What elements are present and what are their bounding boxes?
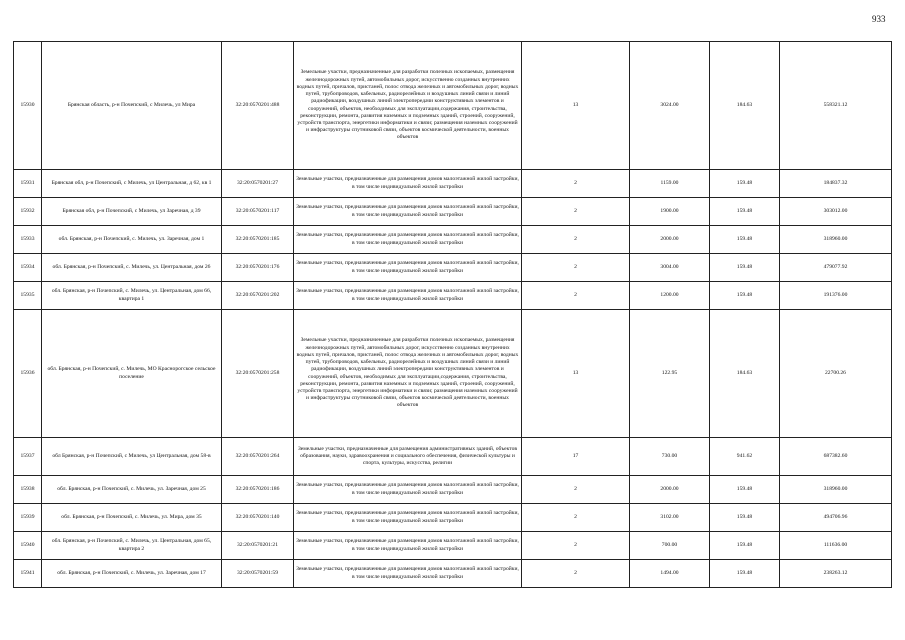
address-cell: Брянская обл, р-н Почепский, с Милечь, ул Центральная, д 62, кв 1 (42, 170, 222, 198)
cadastral-number-cell: 32:20:0570201:27 (222, 170, 294, 198)
rate-cell: 159.48 (710, 504, 780, 532)
land-use-cell: Земельные участки, предназначенные для размещения домов малоэтажной жилой застройки, в том числе индивидуальной жилой застройки (294, 476, 522, 504)
area-cell: 1900.00 (630, 198, 710, 226)
table-row (14, 170, 892, 198)
table-row (14, 226, 892, 254)
cadastral-value-cell: 318960.00 (780, 476, 892, 504)
address-cell: Брянская обл, р-н Почепский, с Милечь, ул Заречная, д 39 (42, 198, 222, 226)
land-use-cell: Земельные участки, предназначенные для размещения домов малоэтажной жилой застройки, в том числе индивидуальной жилой застройки (294, 170, 522, 198)
address-cell: Брянская область, р-н Почепский, с Милечь, ул Мира (42, 42, 222, 170)
cadastral-number-cell: 32:20:0570201:185 (222, 226, 294, 254)
use-code-cell: 17 (522, 438, 630, 476)
rate-cell: 159.48 (710, 532, 780, 560)
area-cell: 700.00 (630, 532, 710, 560)
cadastral-value-cell: 111636.00 (780, 532, 892, 560)
address-cell: обл. Брянская, р-н Почепский, с. Милечь, ул. Заречная, дом 25 (42, 476, 222, 504)
table-row (14, 504, 892, 532)
row-id-cell: 15940 (14, 532, 42, 560)
row-id-cell: 15941 (14, 560, 42, 588)
use-code-cell: 2 (522, 198, 630, 226)
table-row (14, 42, 892, 170)
address-cell: обл. Брянская, р-н Почепский, с. Милечь, ул. Центральная, дом 26 (42, 254, 222, 282)
row-id-cell: 15933 (14, 226, 42, 254)
rate-cell: 159.48 (710, 476, 780, 504)
area-cell: 730.00 (630, 438, 710, 476)
address-cell: обл. Брянская, р-н Почепский, с. Милечь, МО Краснорогское сельское поселение (42, 310, 222, 438)
row-id-cell: 15935 (14, 282, 42, 310)
rate-cell: 941.62 (710, 438, 780, 476)
page-number: 933 (872, 14, 886, 24)
land-use-cell: Земельные участки, предназначенные для размещения домов малоэтажной жилой застройки, в том числе индивидуальной жилой застройки (294, 254, 522, 282)
table-row (14, 560, 892, 588)
row-id-cell: 15932 (14, 198, 42, 226)
land-use-cell: Земельные участки, предназначенные для размещения домов малоэтажной жилой застройки, в том числе индивидуальной жилой застройки (294, 560, 522, 588)
land-use-cell: Земельные участки, предназначенные для размещения домов малоэтажной жилой застройки, в том числе индивидуальной жилой застройки (294, 282, 522, 310)
area-cell: 2000.00 (630, 226, 710, 254)
land-use-cell: Земельные участки, предназначенные для разработки полезных ископаемых, размещения железнодорожных путей, автомобильных дорог, искусственно созданных внутренних водных путей, причалов, пристаней, полос отвода железных и автомобильных дорог, водных путей, трубопроводов, кабельных, радиорелейных и воздушных линий связи и линий радиофикации, воздушных линий электропередачи конструктивных элементов и сооружений, объектов, необходимых для эксплуатации,содержания, строительства, реконструкции, ремонта, развития наземных и подземных зданий, строений, сооружений, устройств транспорта, энергетики информатики и связи; размещения наземных сооружений и инфраструктуры спутниковой связи, объектов космической деятельности, военных объектов (294, 42, 522, 170)
area-cell: 3024.00 (630, 42, 710, 170)
row-id-cell: 15930 (14, 42, 42, 170)
row-id-cell: 15936 (14, 310, 42, 438)
land-use-cell: Земельные участки, предназначенные для размещения домов малоэтажной жилой застройки, в том числе индивидуальной жилой застройки (294, 532, 522, 560)
use-code-cell: 2 (522, 226, 630, 254)
use-code-cell: 2 (522, 560, 630, 588)
rate-cell: 159.48 (710, 282, 780, 310)
use-code-cell: 13 (522, 310, 630, 438)
table-row (14, 198, 892, 226)
cadastral-number-cell: 32:20:0570201:202 (222, 282, 294, 310)
area-cell: 1159.00 (630, 170, 710, 198)
address-cell: обл. Брянская, р-н Почепский, с. Милечь, ул. Центральная, дом 65, квартира 2 (42, 532, 222, 560)
use-code-cell: 2 (522, 532, 630, 560)
cadastral-number-cell: 32:20:0570201:117 (222, 198, 294, 226)
table-row (14, 254, 892, 282)
cadastral-value-cell: 22700.26 (780, 310, 892, 438)
cadastral-value-cell: 303012.00 (780, 198, 892, 226)
area-cell: 3102.00 (630, 504, 710, 532)
land-use-cell: Земельные участки, предназначенные для размещения домов малоэтажной жилой застройки, в том числе индивидуальной жилой застройки (294, 226, 522, 254)
row-id-cell: 15939 (14, 504, 42, 532)
cadastral-value-cell: 494706.96 (780, 504, 892, 532)
rate-cell: 184.63 (710, 310, 780, 438)
cadastral-number-cell: 32:20:0570201:21 (222, 532, 294, 560)
land-use-cell: Земельные участки, предназначенные для размещения административных зданий, объектов образования, науки, здравоохранения и социального обеспечения, физической культуры и спорта, культуры, искусства, религии (294, 438, 522, 476)
area-cell: 122.95 (630, 310, 710, 438)
land-register-table (13, 41, 892, 588)
use-code-cell: 13 (522, 42, 630, 170)
cadastral-value-cell: 318960.00 (780, 226, 892, 254)
land-use-cell: Земельные участки, предназначенные для размещения домов малоэтажной жилой застройки, в том числе индивидуальной жилой застройки (294, 198, 522, 226)
rate-cell: 159.48 (710, 226, 780, 254)
table-row (14, 282, 892, 310)
address-cell: обл. Брянская, р-н Почепский, с. Милечь, ул. Заречная, дом 1 (42, 226, 222, 254)
table-body (14, 42, 892, 588)
use-code-cell: 2 (522, 476, 630, 504)
cadastral-number-cell: 32:20:0570201:140 (222, 504, 294, 532)
table-row (14, 532, 892, 560)
rate-cell: 159.48 (710, 170, 780, 198)
table-row (14, 438, 892, 476)
cadastral-number-cell: 32:20:0570201:176 (222, 254, 294, 282)
land-use-cell: Земельные участки, предназначенные для разработки полезных ископаемых, размещения железнодорожных путей, автомобильных дорог, искусственно созданных внутренних водных путей, причалов, пристаней, полос отвода железных и автомобильных дорог, водных путей, трубопроводов, кабельных, радиорелейных и воздушных линий связи и линий радиофикации, воздушных линий электропередачи конструктивных элементов и сооружений, объектов, необходимых для эксплуатации,содержания, строительства, реконструкции, ремонта, развития наземных и подземных зданий, строений, сооружений, устройств транспорта, энергетики информатики и связи; размещения наземных сооружений и инфраструктуры спутниковой связи, объектов космической деятельности, военных объектов (294, 310, 522, 438)
land-use-cell: Земельные участки, предназначенные для размещения домов малоэтажной жилой застройки, в том числе индивидуальной жилой застройки (294, 504, 522, 532)
rate-cell: 184.63 (710, 42, 780, 170)
address-cell: обл. Брянская, р-н Почепский, с. Милечь, ул. Центральная, дом 66, квартира 1 (42, 282, 222, 310)
cadastral-number-cell: 32:20:0570201:488 (222, 42, 294, 170)
cadastral-value-cell: 558321.12 (780, 42, 892, 170)
row-id-cell: 15938 (14, 476, 42, 504)
area-cell: 3004.00 (630, 254, 710, 282)
address-cell: обл Брянская, р-н Почепский, с Милечь, ул Центральная, дом 58-в (42, 438, 222, 476)
use-code-cell: 2 (522, 254, 630, 282)
rate-cell: 159.48 (710, 198, 780, 226)
area-cell: 1200.00 (630, 282, 710, 310)
use-code-cell: 2 (522, 282, 630, 310)
cadastral-number-cell: 32:20:0570201:59 (222, 560, 294, 588)
table-row (14, 476, 892, 504)
cadastral-value-cell: 184837.32 (780, 170, 892, 198)
row-id-cell: 15934 (14, 254, 42, 282)
use-code-cell: 2 (522, 170, 630, 198)
row-id-cell: 15931 (14, 170, 42, 198)
row-id-cell: 15937 (14, 438, 42, 476)
cadastral-number-cell: 32:20:0570201:186 (222, 476, 294, 504)
area-cell: 1494.00 (630, 560, 710, 588)
cadastral-number-cell: 32:20:0570201:264 (222, 438, 294, 476)
cadastral-value-cell: 479077.92 (780, 254, 892, 282)
area-cell: 2000.00 (630, 476, 710, 504)
use-code-cell: 2 (522, 504, 630, 532)
cadastral-value-cell: 238263.12 (780, 560, 892, 588)
address-cell: обл. Брянская, р-н Почепский, с. Милечь, ул. Мира, дом 35 (42, 504, 222, 532)
cadastral-value-cell: 687382.60 (780, 438, 892, 476)
cadastral-number-cell: 32:20:0570201:258 (222, 310, 294, 438)
address-cell: обл. Брянская, р-н Почепский, с. Милечь, ул. Заречная, дом 17 (42, 560, 222, 588)
rate-cell: 159.48 (710, 560, 780, 588)
cadastral-value-cell: 191376.00 (780, 282, 892, 310)
table-row (14, 310, 892, 438)
rate-cell: 159.48 (710, 254, 780, 282)
